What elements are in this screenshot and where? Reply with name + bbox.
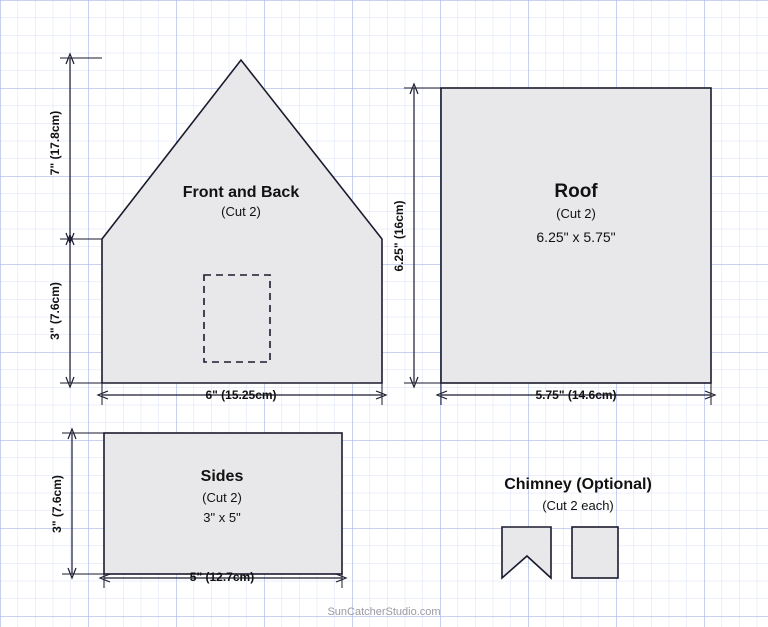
watermark-text: SunCatcherStudio.com <box>327 606 441 618</box>
front-back-shape <box>102 60 382 383</box>
dim-sides-width-label: 5" (12.7cm) <box>189 570 255 584</box>
front-back-title: Front and Back <box>182 184 300 201</box>
dim-front-width-label: 6" (15.25cm) <box>205 388 277 402</box>
roof-title: Roof <box>554 181 598 202</box>
dim-front-height-label: 7" (17.8cm) <box>48 110 63 176</box>
dim-wall-height-label: 3" (7.6cm) <box>48 282 63 340</box>
sides-size: 3" x 5" <box>203 510 241 525</box>
sides-cut: (Cut 2) <box>202 490 242 505</box>
sides-title: Sides <box>200 468 244 485</box>
dim-roof-width-label: 5.75" (14.6cm) <box>535 388 617 402</box>
roof-cut: (Cut 2) <box>556 206 596 221</box>
dim-sides-height-label: 3" (7.6cm) <box>50 475 65 533</box>
chimney-cut: (Cut 2 each) <box>542 498 614 513</box>
dim-roof-height-label: 6.25" (16cm) <box>392 200 407 272</box>
chimney-title: Chimney (Optional) <box>504 476 652 493</box>
roof-size: 6.25" x 5.75" <box>536 229 616 245</box>
chimney-notched-shape <box>502 527 551 578</box>
chimney-plain-shape <box>572 527 618 578</box>
front-back-cut: (Cut 2) <box>221 204 261 219</box>
